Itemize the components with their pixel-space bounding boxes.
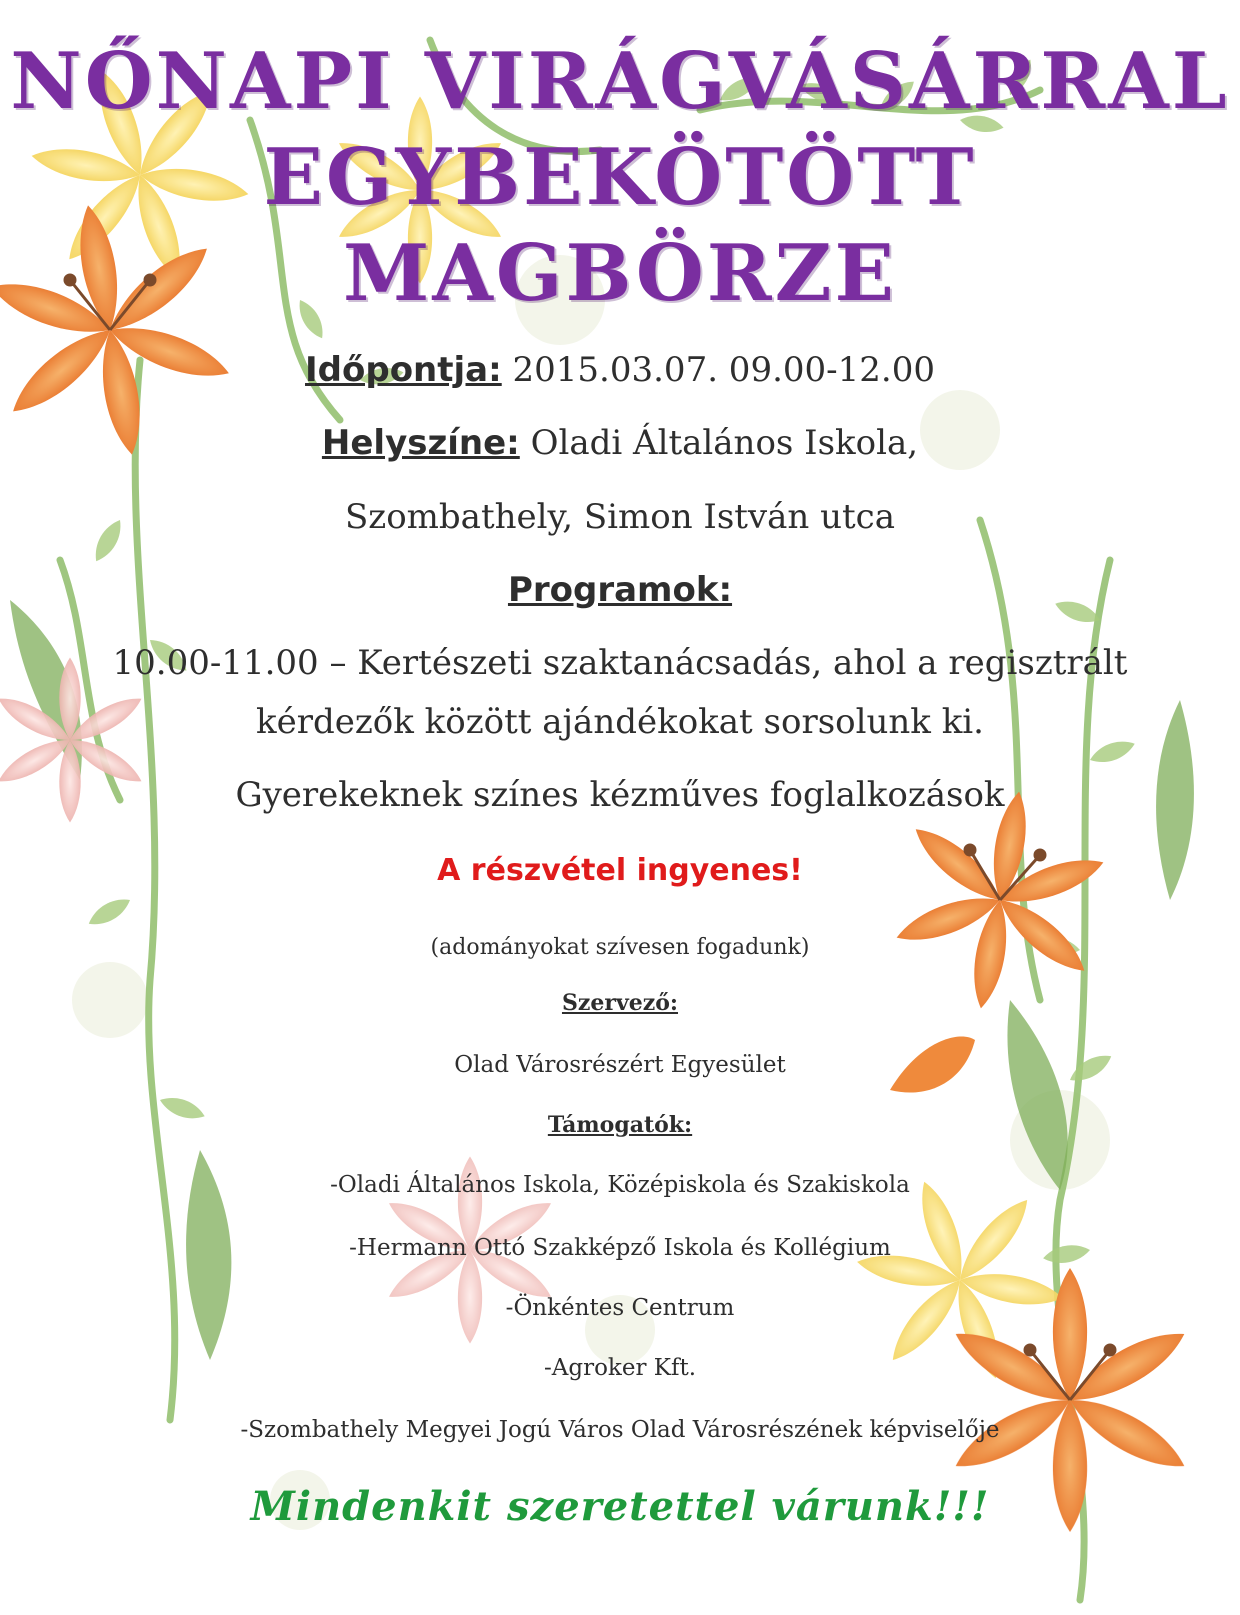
- supporter-item: -Agroker Kft.: [543, 1355, 697, 1381]
- supporter-item: -Hermann Ottó Szakképző Iskola és Kollégium: [349, 1235, 891, 1261]
- organizer-label: Szervező:: [561, 990, 679, 1016]
- event-time: [0, 350, 1240, 390]
- event-place-line-2: Szombathely, Simon István utca: [345, 497, 895, 537]
- time-label: Időpontja:: [305, 350, 502, 390]
- title-line-3: MAGBÖRZE: [342, 228, 897, 319]
- supporter-item: -Oladi Általános Iskola, Középiskola és Szakiskola: [330, 1172, 910, 1198]
- program-2: Gyerekeknek színes kézműves foglalkozások: [235, 775, 1005, 815]
- place-label: Helyszíne:: [321, 423, 520, 463]
- title-line-2: EGYBEKÖTÖTT: [263, 132, 977, 223]
- program-1-line-2: kérdezők között ajándékokat sorsolunk ki.: [256, 702, 984, 742]
- organizer-heading: [0, 990, 1240, 1016]
- supporter-item: -Önkéntes Centrum: [505, 1295, 735, 1321]
- place-value: Oladi Általános Iskola,: [519, 423, 919, 463]
- organizer-name: Olad Városrészért Egyesület: [454, 1052, 786, 1078]
- title-line-1: NŐNAPI VIRÁGVÁSÁRRAL: [10, 36, 1230, 127]
- program-1-line-1: 10.00-11.00 – Kertészeti szaktanácsadás, ahol a regisztrált: [112, 643, 1128, 683]
- event-place: [0, 423, 1240, 463]
- programs-heading: [0, 570, 1240, 610]
- time-value: 2015.03.07. 09.00-12.00: [501, 350, 935, 390]
- donation-note: (adományokat szívesen fogadunk): [430, 935, 810, 960]
- programs-label: Programok:: [507, 570, 733, 610]
- free-entry-notice: A részvétel ingyenes!: [437, 853, 803, 888]
- supporters-heading: [0, 1112, 1240, 1138]
- supporters-label: Támogatók:: [547, 1112, 693, 1138]
- closing-message: Mindenkit szeretettel várunk!!!: [250, 1483, 990, 1530]
- supporter-item: -Szombathely Megyei Jogú Város Olad Városrészének képviselője: [240, 1417, 1000, 1443]
